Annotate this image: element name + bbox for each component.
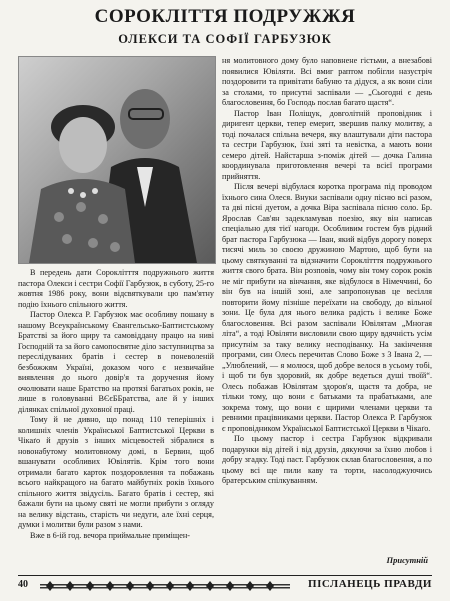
couple-photo (18, 56, 216, 264)
footer-divider (18, 575, 432, 576)
signature: Присутній (386, 555, 428, 565)
paragraph: Тому й не дивно, що понад 110 теперішніх і колишніх членів Української Баптистської Церкви в Чікаґо й друзів з інших місцевостей зібралися в новонабутому молитовному домі, в Бервин, щоб вшанувати особливих Ювілятів. Крім того вони отримали багато карток поздоровлення та побажань всього найкращого на багато майбутніх років їхнього спільного життя звідусіль. Багато братів і сестер, які бажали бути на цьому святі не могли прибути з огляду на велику відстань, старість чи недуги, але їхні серця, думки і молитви були разом з нами. (18, 415, 214, 529)
article-column-right (222, 56, 432, 487)
paragraph: Після вечері відбулася коротка програма під проводом їхнього сина Олеся. Внуки заспівали одну пісню всі разом, та дві пісні дуетом, а дочка Віра заспівала пісню соло. Бр. Ярослав Сав'ян задекламував поезію, яку він написав спеціально для тієї нагоди. Особливим гостем був рідний брат пастора Гарбузюка — Іван, який відбув дорогу поверх тисячі миль зо своєю дружиною Мартою, щоб бути на цьому святкуванні та відзначити Сороклітття подружнього життя свого брата. Він розповів, чому він тому сорок років не міг прибути на вінчання, яке відбулося в Німеччині, бо він був на іншій зоні, але запропонував це весілля повторити йому пізніше переїхати на свободу, до вільної зони. Це була для нього велика радість і велике Боже благословення. Всі разом заспівали Ювілятам „Многая літа“, а тоді Ювіляти висловили свою щиру вдячність усім присутнім за таку велику несподіванку. На закінчення програми, син Олесь перечитав Слово Боже з 3 Івана 2, — „Улюблений, — я молюся, щоб добре велося в усьому тобі, і щоб ти був здоровий, як добре ведеться душі твоїй“. Олесь побажав Ювілятам здоров'я, щастя та добра, не тільки тому, що вони є батьками та прабатьками, але зокрема тому, що вони є щирими членами церкви та ревними працівниками церкви. Пастор Олекса Р. Гарбузюк є проповідником Української Баптистської Церкви в Чікаґо. (222, 182, 432, 433)
page-number: 40 (18, 579, 28, 590)
magazine-name: ПІСЛАНЕЦЬ ПРАВДИ (308, 578, 432, 590)
article-column-left (18, 268, 214, 541)
woman-dress (29, 179, 135, 263)
woman-necklace (68, 188, 74, 194)
paragraph: Пастор Іван Поліщук, довголітній проповідник і диригент церкви, тепер емерит, звершив палку молитву, а тоді почалася спільна вечеря, яку влаштували діти пастора та сестри Гарбузюк, їхні зяті та невістка, а мають вони семеро дітей. Найстарша з-поміж дітей — дочка Галина координувала приготовлення вечері та всієї програми прийняття. (222, 108, 432, 181)
paragraph: В передень дати Сороклітття подружнього життя пастора Олекси і сестри Софії Гарбузюк, в суботу, 25-го жовтня 1986 року, вони відсвяткували цю пам'ятну подію їхнього спільного життя. (18, 268, 214, 309)
woman-face (59, 117, 107, 173)
article-title: СОРОКЛІТТЯ ПОДРУЖЖЯ (94, 6, 356, 27)
article-subtitle: ОЛЕКСИ ТА СОФІЇ ГАРБУЗЮК (118, 32, 332, 46)
paragraph: Пастор Олекса Р. Гарбузюк має особливу пошану в нашому Всеукраїнському Євангельсько-Баптистському Братстві за його щиру та самовіддану працю на ниві Господній та за його самопосвятне діло заступництва за переслідуваних братів і сестер в поневоленій безбожжям Україні, доказом чого є незвичайне виявлення до нього довір'я та доручення йому очолювати наше Братство на протязі багатьох років, не лише в головуванні ВЄєББратства, але й у інших ділянках спільної духовної праці. (18, 310, 214, 414)
paragraph: ня молитовного дому було наповнене гістьми, а внезабові появилися Ювіляти. Всі вмиг раптом побігли назустріч поздоровити та привітати бабуню та дідуся, а як вони сіли за столами, то присутні заспівали — „Сьогодні є день благословення, бо Господь послав багато щастя“. (222, 56, 432, 107)
paragraph: По цьому пастор і сестра Гарбузюк відкривали подарунки від дітей і від друзів, дякуючи за їхню любов і добру згадку. Тоді паст. Гарбузюк склав благословення, а по цьому всі ще пили каву та торти, насолоджуючись братерським спілкуванням. (222, 434, 432, 485)
ornament-icon (40, 579, 290, 593)
paragraph: Вже в 6-ій год. вечора приймальне приміщен- (30, 530, 190, 540)
couple-photo-icon (19, 57, 215, 263)
